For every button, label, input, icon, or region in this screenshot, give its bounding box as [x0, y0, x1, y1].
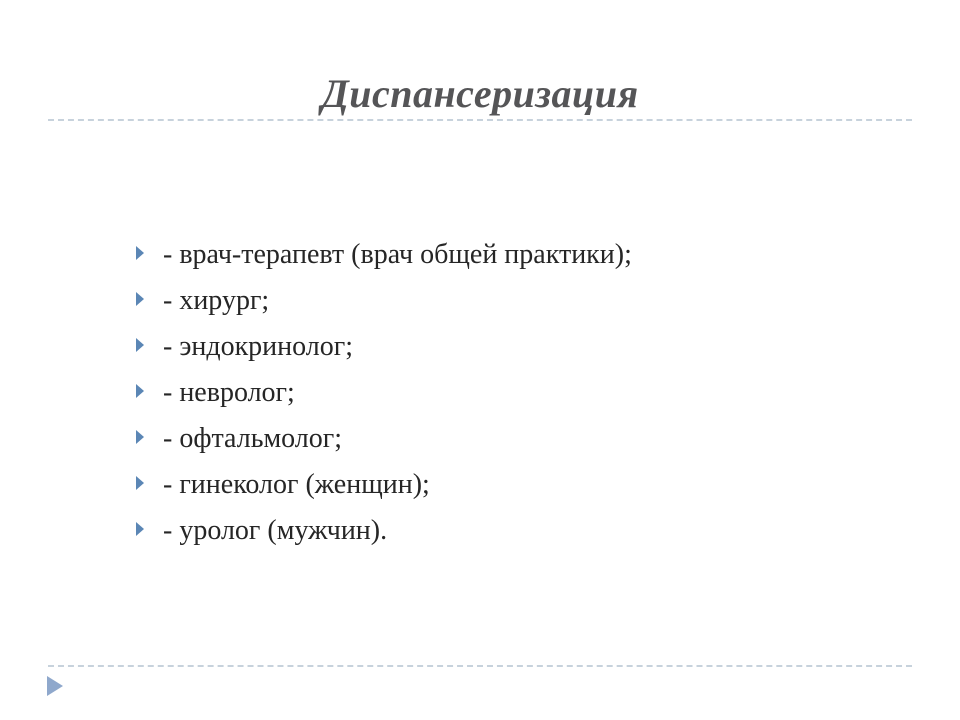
list-item-text: - уролог (мужчин). [163, 515, 388, 546]
triangle-bullet-icon [136, 338, 144, 352]
triangle-bullet-icon [136, 292, 144, 306]
list-item [136, 508, 632, 554]
triangle-bullet-icon [136, 384, 144, 398]
list-item [136, 324, 632, 370]
list-item-text: - офтальмолог; [163, 423, 343, 454]
footer-divider [48, 665, 912, 667]
list-item [136, 416, 632, 462]
play-arrow-icon[interactable] [47, 676, 63, 696]
list-item-text: - врач-терапевт (врач общей практики); [163, 239, 632, 270]
list-item [136, 370, 632, 416]
list-item-text: - гинеколог (женщин); [163, 469, 430, 500]
list-item-text: - эндокринолог; [163, 331, 354, 362]
slide-title: Диспансеризация [321, 71, 639, 116]
triangle-bullet-icon [136, 476, 144, 490]
list-item [136, 232, 632, 278]
triangle-bullet-icon [136, 430, 144, 444]
list-item [136, 278, 632, 324]
triangle-bullet-icon [136, 246, 144, 260]
list-item-text: - невролог; [163, 377, 295, 408]
triangle-bullet-icon [136, 522, 144, 536]
list-item-text: - хирург; [163, 285, 270, 316]
bullet-list [136, 232, 632, 554]
title-divider [48, 119, 912, 121]
list-item [136, 462, 632, 508]
